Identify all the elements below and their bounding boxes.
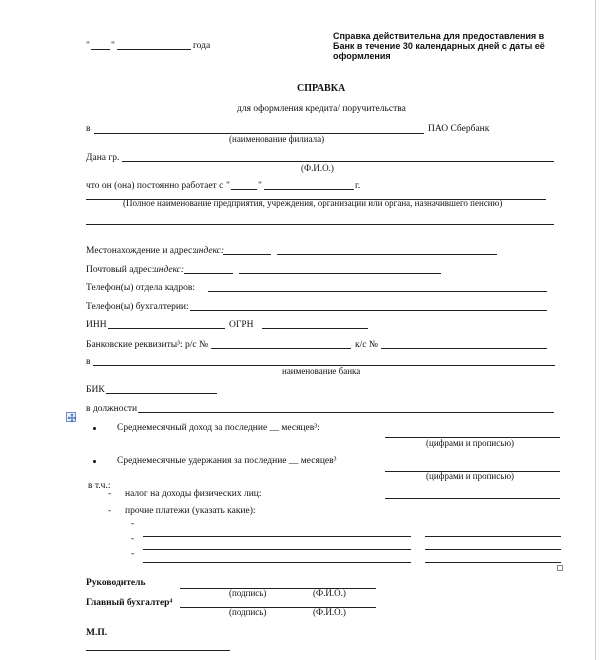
branch-caption: (наименование филиала) bbox=[229, 134, 325, 144]
other-item-value-3[interactable] bbox=[425, 562, 561, 563]
including-label: в т.ч.: bbox=[88, 481, 111, 491]
employment-q1: " bbox=[226, 181, 230, 191]
position-label: в должности bbox=[86, 404, 138, 414]
issued-to-field[interactable] bbox=[122, 161, 554, 162]
director-signature-field[interactable] bbox=[180, 588, 376, 589]
hr-phone-label: Телефон(ы) отдела кадров: bbox=[86, 283, 195, 293]
other-item-value-2[interactable] bbox=[425, 549, 561, 550]
bik-label: БИК bbox=[86, 385, 105, 395]
postal-label: Почтовый адрес: bbox=[86, 265, 155, 275]
other-item-value-1[interactable] bbox=[425, 536, 561, 537]
seal-label: М.П. bbox=[86, 628, 108, 638]
seal-line[interactable] bbox=[86, 650, 230, 651]
table-resize-handle[interactable] bbox=[557, 565, 563, 571]
accountant-signature-field[interactable] bbox=[180, 607, 376, 608]
employment-day-field[interactable] bbox=[231, 189, 257, 190]
address-label: Местонахождение и адрес: bbox=[86, 246, 195, 256]
employment-q2: " bbox=[258, 181, 262, 191]
inn-label: ИНН bbox=[86, 320, 107, 330]
bank-suffix: ПАО Сбербанк bbox=[428, 124, 490, 134]
bank-prefix: в bbox=[86, 124, 91, 134]
accountant-fio-caption: (Ф.И.О.) bbox=[313, 607, 346, 617]
bank-name-caption: наименование банка bbox=[282, 366, 361, 376]
ogrn-label: ОГРН bbox=[229, 320, 254, 330]
employment-month-field[interactable] bbox=[264, 189, 354, 190]
address-index-field[interactable] bbox=[223, 254, 271, 255]
postal-field[interactable] bbox=[239, 273, 441, 274]
hr-phone-field[interactable] bbox=[208, 291, 547, 292]
director-fio-caption: (Ф.И.О.) bbox=[313, 588, 346, 598]
validity-note: Справка действительна для предоставления в Банк в течение 30 календарных дней с даты её оформления bbox=[333, 31, 545, 61]
postal-index-field[interactable] bbox=[184, 273, 233, 274]
table-move-handle[interactable] bbox=[66, 412, 76, 422]
bank-name-prefix: в bbox=[86, 357, 91, 367]
tax-label: налог на доходы физических лиц: bbox=[125, 489, 262, 499]
income-label: Среднемесячный доход за последние __ месяцев³: bbox=[117, 423, 320, 433]
issued-to-caption: (Ф.И.О.) bbox=[301, 163, 334, 173]
employer-field-2[interactable] bbox=[86, 224, 554, 225]
other-item-name-1[interactable] bbox=[143, 536, 411, 537]
other-item-dash-1: - bbox=[131, 519, 135, 529]
page-edge bbox=[595, 0, 596, 660]
date-quote-open: " bbox=[86, 41, 90, 51]
employment-suffix: г. bbox=[355, 181, 361, 191]
accounting-phone-field[interactable] bbox=[190, 310, 547, 311]
accountant-label: Главный бухгалтер⁴ bbox=[86, 598, 173, 608]
accountant-signature-caption: (подпись) bbox=[229, 607, 267, 617]
employment-text: что он (она) постоянно работает с bbox=[86, 181, 224, 191]
accounting-phone-label: Телефон(ы) бухгалтерии: bbox=[86, 302, 189, 312]
other-label: прочие платежи (указать какие): bbox=[125, 506, 256, 516]
bik-field[interactable] bbox=[106, 393, 217, 394]
inn-field[interactable] bbox=[108, 328, 225, 329]
page-title: СПРАВКА bbox=[297, 83, 346, 94]
deductions-label: Среднемесячные удержания за последние __ месяцев³ bbox=[117, 456, 337, 466]
address-field[interactable] bbox=[277, 254, 497, 255]
employer-caption: (Полное наименование предприятия, учреждения, организации или органа, назначившего пенсию) bbox=[123, 198, 503, 208]
director-signature-caption: (подпись) bbox=[229, 588, 267, 598]
address-index-label: индекс: bbox=[194, 246, 225, 256]
income-caption: (цифрами и прописью) bbox=[426, 438, 515, 448]
move-icon bbox=[67, 413, 77, 423]
ks-label: к/с № bbox=[355, 340, 378, 350]
date-suffix: года bbox=[193, 41, 211, 51]
director-label: Руководитель bbox=[86, 578, 146, 588]
date-month-line[interactable] bbox=[117, 49, 191, 50]
postal-index-label: индекс: bbox=[154, 265, 185, 275]
date-day-line[interactable] bbox=[91, 49, 110, 50]
income-bullet bbox=[93, 427, 96, 430]
issued-to-label: Дана гр. bbox=[86, 153, 120, 163]
bank-details-label: Банковские реквизиты³: р/с № bbox=[86, 340, 209, 350]
deductions-bullet bbox=[93, 460, 96, 463]
ogrn-field[interactable] bbox=[262, 328, 368, 329]
other-item-name-2[interactable] bbox=[143, 549, 411, 550]
other-dash: - bbox=[108, 506, 112, 516]
page-subtitle: для оформления кредита/ поручительства bbox=[237, 104, 406, 114]
tax-dash: - bbox=[108, 489, 112, 499]
position-field[interactable] bbox=[138, 412, 554, 413]
deductions-caption: (цифрами и прописью) bbox=[426, 471, 515, 481]
tax-field[interactable] bbox=[385, 498, 560, 499]
other-item-name-3[interactable] bbox=[143, 562, 411, 563]
ks-field[interactable] bbox=[381, 348, 547, 349]
other-item-dash-2: - bbox=[131, 534, 135, 544]
date-quote-close: " bbox=[111, 41, 115, 51]
account-field[interactable] bbox=[211, 348, 351, 349]
other-item-dash-3: - bbox=[131, 549, 135, 559]
